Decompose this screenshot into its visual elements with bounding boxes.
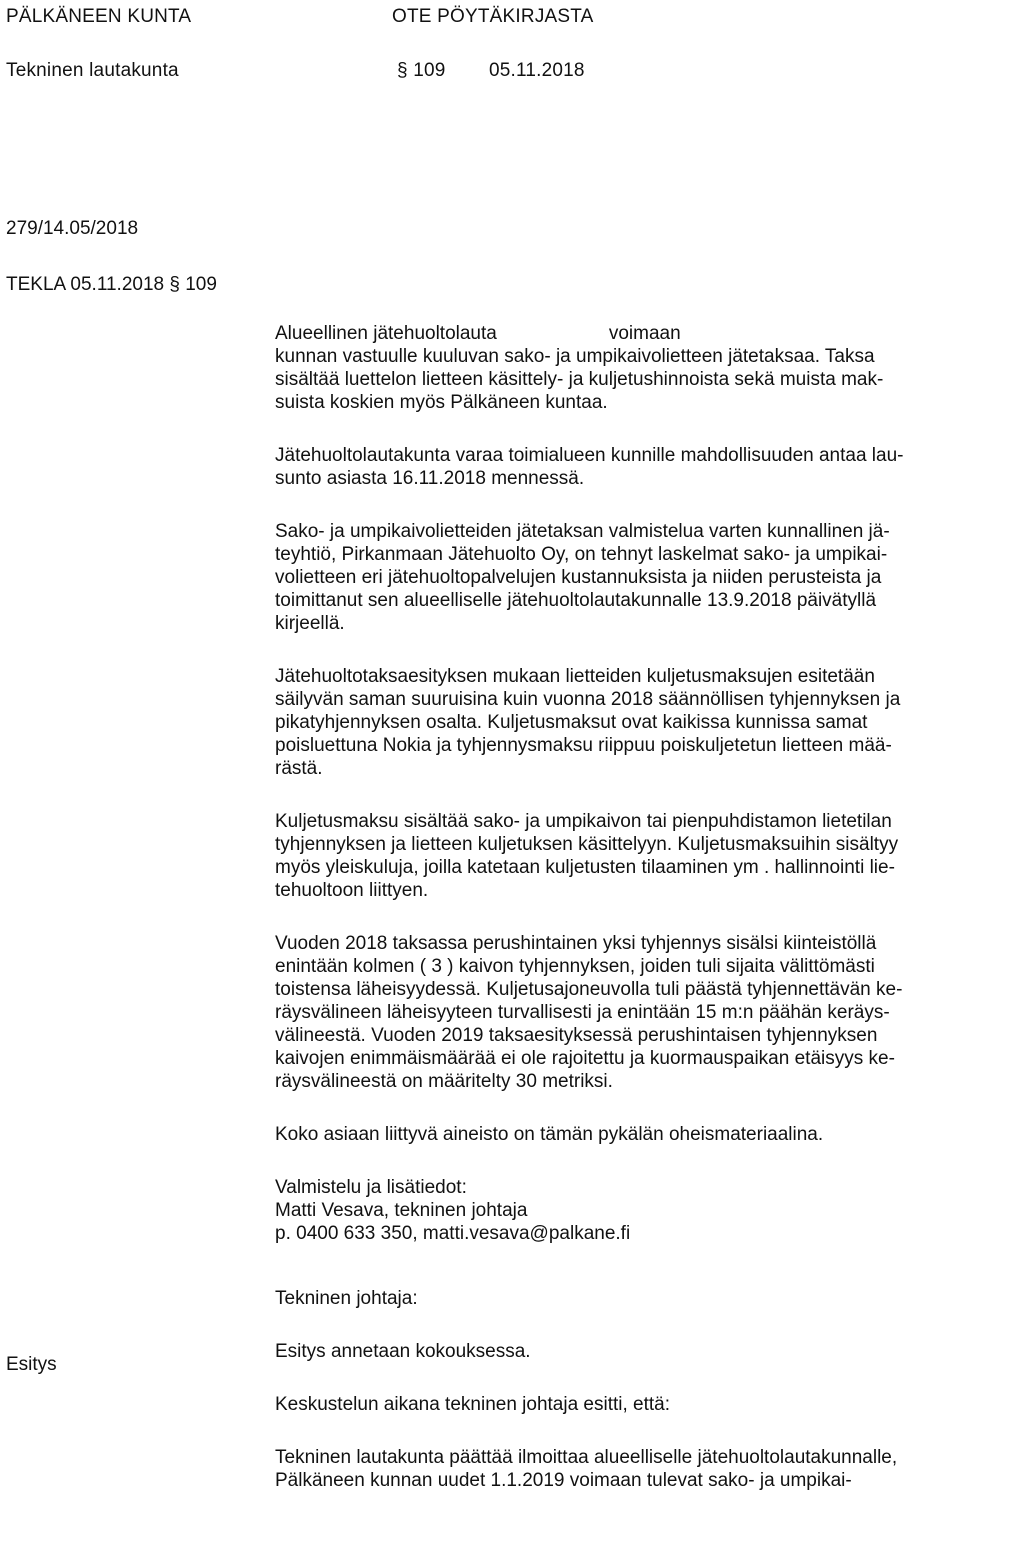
- meeting-date: 05.11.2018: [489, 60, 585, 81]
- board-name: Tekninen lautakunta: [6, 60, 179, 81]
- text-line: Tekninen johtaja:: [275, 1288, 418, 1309]
- decision: [275, 1446, 1020, 1492]
- text-line: Jätehuoltotaksaesityksen mukaan lietteiden kuljetusmaksujen esitetään: [275, 666, 875, 687]
- paragraph-preparation: [275, 520, 1020, 635]
- paragraph-comparison: [275, 932, 1020, 1093]
- text-line: välineestä. Vuoden 2019 taksaesityksessä perushintaisen tyhjennyksen: [275, 1025, 878, 1046]
- text-line: Koko asiaan liittyvä aineisto on tämän pykälän oheismateriaalina.: [275, 1124, 824, 1145]
- paragraph-tariff: [275, 665, 1020, 780]
- text-line: Jätehuoltolautakunta varaa toimialueen kunnille mahdollisuuden antaa lau-: [275, 445, 904, 466]
- text-line: sisältää luettelon lietteen käsittely- ja kuljetushinnoista sekä muista mak-: [275, 369, 884, 390]
- text-line: poisluettuna Nokia ja tyhjennysmaksu riippuu poiskuljetetun lietteen mää-: [275, 735, 892, 756]
- paragraph-statement: [275, 444, 1020, 490]
- contact-block: [275, 1176, 1020, 1245]
- text-line: Tekninen lautakunta päättää ilmoittaa alueelliselle jätehuoltolautakunnalle,: [275, 1447, 898, 1468]
- text-line: rästä.: [275, 758, 323, 779]
- text-line: säilyvän saman suuruisina kuin vuonna 2018 säännöllisen tyhjennyksen ja: [275, 689, 901, 710]
- text-line: teyhtiö, Pirkanmaan Jätehuolto Oy, on tehnyt laskelmat sako- ja umpikai-: [275, 544, 888, 565]
- text-line: Alueellinen jätehuoltolauta voimaan: [275, 323, 681, 344]
- contact-name: Matti Vesava, tekninen johtaja: [275, 1200, 528, 1221]
- text-line: kirjeellä.: [275, 613, 345, 634]
- text-line: enintään kolmen ( 3 ) kaivon tyhjennyksen, joiden tuli sijaita välittömästi: [275, 956, 875, 977]
- document-type: OTE PÖYTÄKIRJASTA: [392, 6, 594, 27]
- text-line: tyhjennyksen ja lietteen kuljetuksen käsittelyyn. Kuljetusmaksuihin sisältyy: [275, 834, 899, 855]
- text-line: Vuoden 2018 taksassa perushintainen yksi tyhjennys sisälsi kiinteistöllä: [275, 933, 877, 954]
- text-line: volietteen eri jätehuoltopalvelujen kustannuksista ja niiden perusteista ja: [275, 567, 882, 588]
- text-line: sunto asiasta 16.11.2018 mennessä.: [275, 468, 585, 489]
- text-line: räysvälineen läheisyyteen turvallisesti ja enintään 15 m:n päähän keräys-: [275, 1002, 890, 1023]
- text-line: kaivojen enimmäismäärää ei ole rajoitettu ja kuormauspaikan etäisyys ke-: [275, 1048, 895, 1069]
- paragraph-intro: [275, 322, 1020, 414]
- text-line: pikatyhjennyksen osalta. Kuljetusmaksut ovat kaikissa kunnissa samat: [275, 712, 868, 733]
- text-line: toistensa läheisyydessä. Kuljetusajoneuvolla tuli päästä tyhjennettävän ke-: [275, 979, 903, 1000]
- document-body: [275, 322, 1020, 1492]
- record-id: 279/14.05/2018: [6, 218, 139, 239]
- discussion: [275, 1393, 1020, 1416]
- text-line: Pälkäneen kunnan uudet 1.1.2019 voimaan tulevat sako- ja umpikai-: [275, 1470, 852, 1491]
- proposal: [275, 1340, 1020, 1363]
- section-number: § 109: [397, 60, 446, 81]
- proposer: [275, 1287, 1020, 1310]
- text-line: räysvälineestä on määritelty 30 metriksi.: [275, 1071, 613, 1092]
- text-line: tehuoltoon liittyen.: [275, 880, 429, 901]
- contact-details: p. 0400 633 350, matti.vesava@palkane.fi: [275, 1223, 631, 1244]
- esitys-label: Esitys: [6, 1354, 57, 1375]
- text-line: myös yleiskuluja, joilla katetaan kuljetusten tilaaminen ym . hallinnointi lie-: [275, 857, 895, 878]
- section-reference: TEKLA 05.11.2018 § 109: [6, 274, 217, 295]
- contact-heading: Valmistelu ja lisätiedot:: [275, 1177, 467, 1198]
- paragraph-attachments: [275, 1123, 1020, 1146]
- text-line: suista koskien myös Pälkäneen kuntaa.: [275, 392, 608, 413]
- text-line: Kuljetusmaksu sisältää sako- ja umpikaivon tai pienpuhdistamon lietetilan: [275, 811, 892, 832]
- text-line: Sako- ja umpikaivolietteiden jätetaksan valmistelua varten kunnallinen jä-: [275, 521, 890, 542]
- text-line: Keskustelun aikana tekninen johtaja esitti, että:: [275, 1394, 671, 1415]
- municipality-name: PÄLKÄNEEN KUNTA: [6, 6, 192, 27]
- paragraph-transport-fee: [275, 810, 1020, 902]
- text-line: toimittanut sen alueelliselle jätehuoltolautakunnalle 13.9.2018 päivätyllä: [275, 590, 877, 611]
- text-line: kunnan vastuulle kuuluvan sako- ja umpikaivolietteen jätetaksaa. Taksa: [275, 346, 875, 367]
- text-line: Esitys annetaan kokouksessa.: [275, 1341, 531, 1362]
